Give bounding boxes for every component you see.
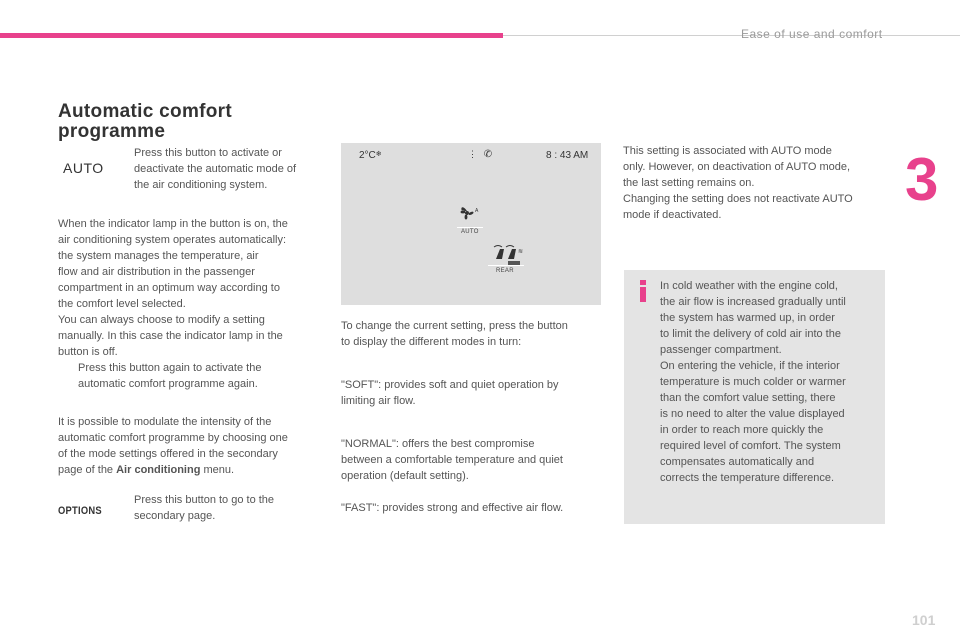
auto-association-paragraph [623, 143, 888, 223]
text-line: secondary page. [134, 510, 216, 522]
text-line: operation (default setting). [341, 470, 469, 482]
text-line: Press this button to go to the [134, 494, 275, 506]
text-line: button is off. [58, 346, 118, 358]
text-line: of the mode settings offered in the secondary [58, 448, 278, 460]
options-instruction [116, 492, 326, 524]
text-line: "SOFT": provides soft and quiet operation by [341, 379, 559, 391]
text-line: only. However, on deactivation of AUTO mode, [623, 161, 851, 173]
auto-mode-indicator [443, 201, 483, 235]
text-line: "NORMAL": offers the best compromise [341, 438, 535, 450]
text-line: the air flow is increased gradually until [660, 296, 846, 308]
indicator-line [488, 265, 524, 266]
indicator-line [457, 227, 483, 228]
text-line: the last setting remains on. [623, 177, 755, 189]
phone-icon: ✆ [483, 149, 493, 160]
text-line: automatic comfort programme again. [78, 378, 258, 390]
text-line: You can always choose to modify a setting [58, 314, 265, 326]
fast-mode-description [341, 500, 606, 516]
text-line: the system manages the temperature, air [58, 250, 259, 262]
text-line: compensates automatically and [660, 456, 815, 468]
text-line: temperature is much colder or warmer [660, 376, 846, 388]
text-line: compartment in an optimum way according to [58, 282, 280, 294]
normal-mode-description [341, 436, 606, 484]
text-line: To change the current setting, press the button [341, 320, 568, 332]
change-setting-intro [341, 318, 606, 350]
text-line: Press this button again to activate the [78, 362, 262, 374]
rear-mode-indicator [488, 241, 530, 275]
soft-mode-description [341, 377, 606, 409]
climate-screen-illustration [341, 143, 601, 305]
text-line: air conditioning system operates automatically: [58, 234, 287, 246]
text-line: It is possible to modulate the intensity of the [58, 416, 272, 428]
header-rule [503, 35, 960, 36]
text-line: required level of comfort. The system [660, 440, 841, 452]
text-line: the system has warmed up, in order [660, 312, 835, 324]
text-line: corrects the temperature difference. [660, 472, 835, 484]
header-accent-bar [0, 33, 503, 38]
dots-icon: ⋮ [468, 149, 477, 159]
info-box-text [660, 278, 882, 486]
rear-seat-airflow-icon [492, 243, 526, 263]
snowflake-icon: ❄ [375, 151, 382, 158]
reactivate-instruction [58, 360, 328, 392]
auto-mode-label: AUTO [461, 229, 479, 235]
text-line: manually. In this case the indicator lamp in the [58, 330, 283, 342]
screen-status-icons [468, 149, 492, 160]
text-line: Changing the setting does not reactivate AUTO [623, 193, 853, 205]
text-line: When the indicator lamp in the button is on, the [58, 218, 288, 230]
section-title: Ease of use and comfort [741, 27, 883, 41]
text-line: in order to reach more quickly the [660, 424, 824, 436]
fan-icon [457, 203, 481, 225]
text-line: passenger compartment. [660, 344, 782, 356]
text-line [58, 462, 328, 478]
text-line: to limit the delivery of cold air into the [660, 328, 841, 340]
description-paragraph [58, 216, 328, 360]
auto-instruction [116, 145, 326, 193]
svg-text:≋: ≋ [518, 249, 524, 255]
text-line: the air conditioning system. [134, 179, 268, 191]
menu-name: Air conditioning [116, 464, 201, 476]
screen-temperature [359, 150, 382, 161]
text-fragment: page of the [58, 464, 117, 476]
text-line: On entering the vehicle, if the interior [660, 360, 840, 372]
page-title-line: programme [58, 121, 166, 142]
page-number: 101 [912, 612, 936, 628]
text-line: This setting is associated with AUTO mode [623, 145, 832, 157]
auto-button-label: AUTO [63, 160, 104, 176]
text-line: between a comfortable temperature and quiet [341, 454, 563, 466]
screen-time: 8 : 43 AM [546, 150, 589, 161]
page-title [58, 102, 298, 142]
info-icon [635, 280, 651, 302]
text-line: In cold weather with the engine cold, [660, 280, 838, 292]
page-title-line: Automatic comfort [58, 101, 232, 122]
text-line: to display the different modes in turn: [341, 336, 522, 348]
chapter-number: 3 [905, 146, 939, 213]
text-fragment: menu. [200, 464, 235, 476]
temperature-value: 2°C [359, 150, 376, 161]
text-line: than the comfort value setting, there [660, 392, 836, 404]
indicator-bar [508, 261, 520, 265]
text-line: mode if deactivated. [623, 209, 722, 221]
rear-mode-label: REAR [496, 268, 514, 274]
options-button-label: OPTIONS [58, 505, 102, 517]
text-line: the comfort level selected. [58, 298, 186, 310]
info-box [624, 270, 885, 524]
text-line: limiting air flow. [341, 395, 416, 407]
svg-text:A: A [475, 208, 479, 214]
text-line: is no need to alter the value displayed [660, 408, 845, 420]
text-line: flow and air distribution in the passenger [58, 266, 255, 278]
text-line: "FAST": provides strong and effective air flow. [341, 502, 564, 514]
text-line: deactivate the automatic mode of [134, 163, 297, 175]
text-line: automatic comfort programme by choosing one [58, 432, 288, 444]
modulate-paragraph [58, 414, 328, 478]
text-line: Press this button to activate or [134, 147, 282, 159]
